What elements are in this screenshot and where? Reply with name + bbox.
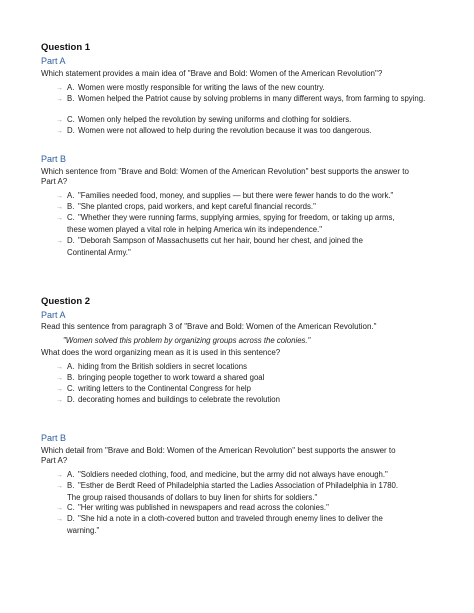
arrow-icon: →	[56, 238, 63, 245]
option-text-continued: these women played a vital role in helping America win its independence."	[67, 224, 323, 234]
q1a-option-d[interactable]	[56, 126, 456, 138]
option-letter: D.	[67, 126, 75, 135]
option-letter: C.	[67, 503, 75, 512]
option-letter: B.	[67, 481, 75, 490]
q2a-option-c[interactable]	[56, 384, 456, 396]
option-text: decorating homes and buildings to celebrate the revolution	[78, 395, 280, 404]
q2-part-b-prompt-line1: Which detail from "Brave and Bold: Women of the American Revolution" best supports the answer to	[41, 446, 396, 455]
arrow-icon: →	[56, 364, 63, 371]
option-letter: C.	[67, 115, 75, 124]
q2b-option-a[interactable]	[56, 470, 456, 482]
q1a-option-c[interactable]	[56, 115, 456, 127]
q1b-option-a[interactable]	[56, 191, 456, 203]
option-letter: D.	[67, 514, 75, 523]
option-text: "She hid a note in a cloth-covered button and traveled through enemy lines to deliver the	[78, 514, 383, 523]
q2a-option-d[interactable]	[56, 395, 456, 407]
arrow-icon: →	[56, 193, 63, 200]
arrow-icon: →	[56, 117, 63, 124]
option-text: "She planted crops, paid workers, and kept careful financial records."	[78, 202, 316, 211]
option-text: Women only helped the revolution by sewing uniforms and clothing for soldiers.	[78, 115, 352, 124]
option-text: "Esther de Berdt Reed of Philadelphia started the Ladies Association of Philadelphia in 1780.	[78, 481, 399, 490]
option-letter: A.	[67, 191, 75, 200]
option-text-continued: Continental Army."	[67, 247, 131, 257]
option-text: "Her writing was published in newspapers and read across the colonies."	[78, 503, 329, 512]
q1a-option-b[interactable]	[56, 94, 456, 106]
option-text-continued: The group raised thousands of dollars to buy linen for shirts for soldiers."	[67, 492, 318, 502]
option-letter: D.	[67, 395, 75, 404]
q2b-option-d[interactable]	[56, 514, 456, 536]
arrow-icon: →	[56, 516, 63, 523]
q2b-option-b[interactable]	[56, 481, 456, 503]
option-text: writing letters to the Continental Congress for help	[78, 384, 251, 393]
arrow-icon: →	[56, 397, 63, 404]
option-text: bringing people together to work toward a shared goal	[78, 373, 265, 382]
option-text: Women were mostly responsible for writing the laws of the new country.	[78, 83, 325, 92]
option-text: "Deborah Sampson of Massachusetts cut her hair, bound her chest, and joined the	[78, 236, 363, 245]
q1a-option-a[interactable]	[56, 83, 456, 95]
arrow-icon: →	[56, 472, 63, 479]
option-text-continued: warning."	[67, 525, 100, 535]
q1-part-b-prompt-line2: Part A?	[41, 177, 68, 186]
option-text: Women were not allowed to help during the revolution because it was too dangerous.	[78, 126, 372, 135]
option-letter: C.	[67, 384, 75, 393]
option-letter: A.	[67, 83, 75, 92]
q1-part-a-label: Part A	[41, 56, 66, 66]
option-letter: A.	[67, 470, 75, 479]
question-2-title: Question 2	[41, 296, 91, 307]
question-1-title: Question 1	[41, 42, 91, 53]
arrow-icon: →	[56, 85, 63, 92]
q2a-option-b[interactable]	[56, 373, 456, 385]
option-text: Women helped the Patriot cause by solving problems in many different ways, from farming to spying.	[78, 94, 426, 103]
option-text: "Whether they were running farms, supplying armies, spying for freedom, or taking up arms,	[78, 213, 395, 222]
q1-part-a-prompt: Which statement provides a main idea of "Brave and Bold: Women of the American Revolution"?	[41, 69, 383, 78]
option-letter: C.	[67, 213, 75, 222]
option-letter: A.	[67, 362, 75, 371]
q1b-option-c[interactable]	[56, 213, 456, 235]
q2-part-b-prompt-line2: Part A?	[41, 456, 68, 465]
option-text: hiding from the British soldiers in secret locations	[78, 362, 248, 371]
option-text: "Families needed food, money, and supplies — but there were fewer hands to do the work."	[78, 191, 394, 200]
q1-part-b-prompt-line1: Which sentence from "Brave and Bold: Women of the American Revolution" best supports the answer to	[41, 167, 409, 176]
arrow-icon: →	[56, 204, 63, 211]
q1b-option-d[interactable]	[56, 236, 456, 258]
option-text: "Soldiers needed clothing, food, and medicine, but the army did not always have enough."	[78, 470, 388, 479]
q2-part-a-prompt: Read this sentence from paragraph 3 of "Brave and Bold: Women of the American Revolution."	[41, 322, 377, 331]
arrow-icon: →	[56, 96, 63, 103]
arrow-icon: →	[56, 386, 63, 393]
arrow-icon: →	[56, 375, 63, 382]
q2-part-a-quote: "Women solved this problem by organizing groups across the colonies."	[63, 336, 311, 345]
arrow-icon: →	[56, 128, 63, 135]
option-letter: D.	[67, 236, 75, 245]
option-letter: B.	[67, 94, 75, 103]
arrow-icon: →	[56, 215, 63, 222]
arrow-icon: →	[56, 505, 63, 512]
q2-part-a-prompt2: What does the word organizing mean as it is used in this sentence?	[41, 348, 281, 357]
option-letter: B.	[67, 202, 75, 211]
q2-part-b-label: Part B	[41, 433, 67, 443]
q1-part-b-label: Part B	[41, 154, 67, 164]
q1b-option-b[interactable]	[56, 202, 456, 214]
q2a-option-a[interactable]	[56, 362, 456, 374]
option-letter: B.	[67, 373, 75, 382]
q2b-option-c[interactable]	[56, 503, 456, 515]
q2-part-a-label: Part A	[41, 310, 66, 320]
arrow-icon: →	[56, 483, 63, 490]
